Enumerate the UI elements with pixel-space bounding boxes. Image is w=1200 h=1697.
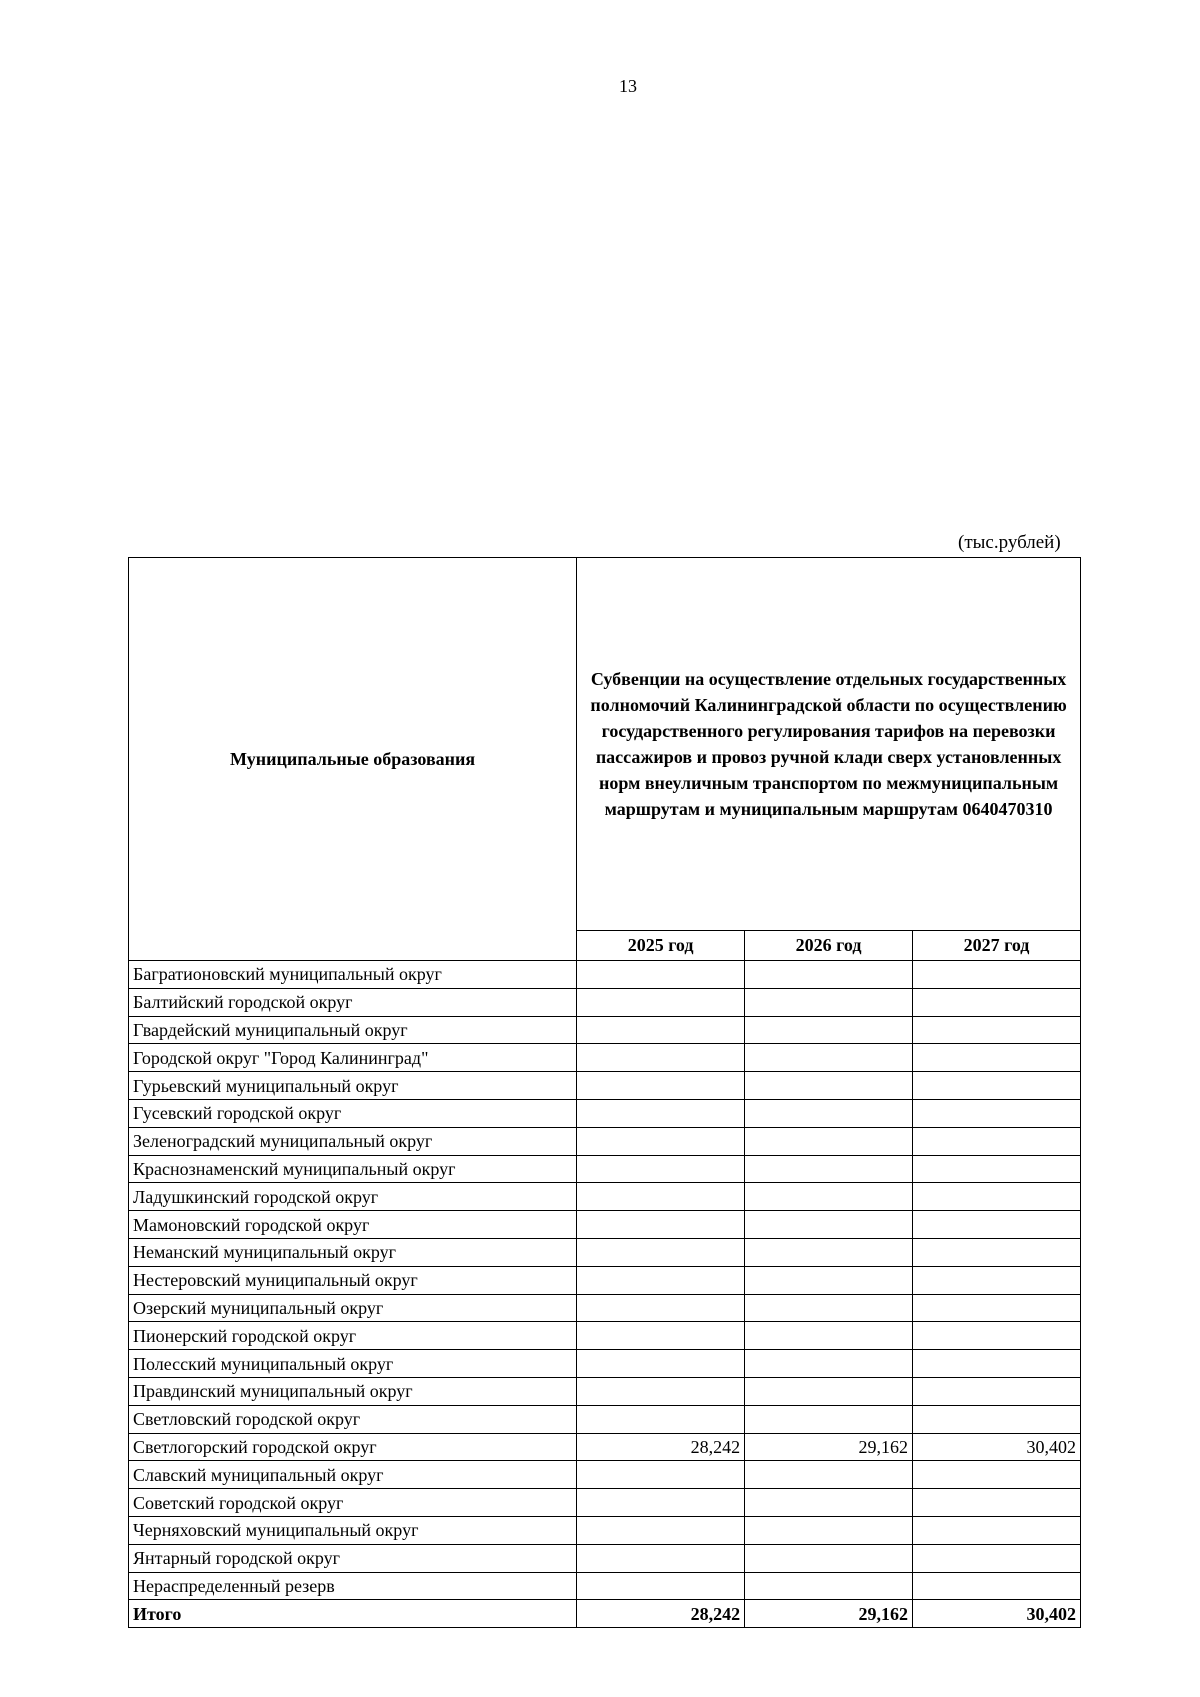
value-2025 — [577, 1405, 745, 1433]
header-subsidy-description: Субвенции на осуществление отдельных государственных полномочий Калининградской области по осуществлению государственного регулирования тарифов на перевозки пассажиров и провоз ручной клади сверх установленных норм внеуличным транспортом по межмуниципальным маршрутам и муниципальным маршрутам 0640470310 — [577, 558, 1081, 931]
municipality-name: Багратионовский муниципальный округ — [129, 961, 577, 989]
value-2025 — [577, 988, 745, 1016]
value-2026 — [745, 1044, 913, 1072]
municipality-name: Краснознаменский муниципальный округ — [129, 1155, 577, 1183]
total-row — [129, 1600, 1081, 1628]
municipality-name: Мамоновский городской округ — [129, 1211, 577, 1239]
table-row — [129, 1377, 1081, 1405]
value-2027 — [913, 1572, 1081, 1600]
table-row — [129, 1544, 1081, 1572]
value-2026 — [745, 1127, 913, 1155]
subsidy-table — [128, 557, 1081, 1628]
table-row — [129, 988, 1081, 1016]
municipality-name: Нераспределенный резерв — [129, 1572, 577, 1600]
municipality-name: Славский муниципальный округ — [129, 1461, 577, 1489]
table-body — [129, 961, 1081, 1628]
value-2026 — [745, 1266, 913, 1294]
table-row — [129, 1516, 1081, 1544]
total-2025: 28,242 — [577, 1600, 745, 1628]
value-2025 — [577, 1238, 745, 1266]
value-2027 — [913, 1072, 1081, 1100]
total-2027: 30,402 — [913, 1600, 1081, 1628]
header-municipalities: Муниципальные образования — [129, 558, 577, 961]
municipality-name: Янтарный городской округ — [129, 1544, 577, 1572]
value-2025 — [577, 1350, 745, 1378]
value-2026 — [745, 1572, 913, 1600]
municipality-name: Гурьевский муниципальный округ — [129, 1072, 577, 1100]
value-2025 — [577, 1572, 745, 1600]
municipality-name: Правдинский муниципальный округ — [129, 1377, 577, 1405]
value-2027 — [913, 1155, 1081, 1183]
value-2026 — [745, 1211, 913, 1239]
table-row — [129, 1266, 1081, 1294]
municipality-name: Зеленоградский муниципальный округ — [129, 1127, 577, 1155]
table-row — [129, 1211, 1081, 1239]
value-2026 — [745, 1489, 913, 1517]
value-2027 — [913, 1044, 1081, 1072]
value-2026 — [745, 1072, 913, 1100]
value-2025 — [577, 1294, 745, 1322]
table-row — [129, 1044, 1081, 1072]
value-2026 — [745, 1238, 913, 1266]
header-year-2027: 2027 год — [913, 931, 1081, 961]
municipality-name: Неманский муниципальный округ — [129, 1238, 577, 1266]
value-2026 — [745, 1155, 913, 1183]
page-number: 13 — [619, 76, 637, 96]
value-2025 — [577, 961, 745, 989]
municipality-name: Полесский муниципальный округ — [129, 1350, 577, 1378]
municipality-name: Светловский городской округ — [129, 1405, 577, 1433]
value-2027 — [913, 1461, 1081, 1489]
value-2025 — [577, 1155, 745, 1183]
value-2027 — [913, 1516, 1081, 1544]
total-label: Итого — [129, 1600, 577, 1628]
table-row — [129, 1405, 1081, 1433]
value-2027: 30,402 — [913, 1433, 1081, 1461]
table-row — [129, 1127, 1081, 1155]
value-2027 — [913, 1544, 1081, 1572]
value-2025 — [577, 1016, 745, 1044]
value-2025 — [577, 1377, 745, 1405]
value-2025 — [577, 1266, 745, 1294]
municipality-name: Нестеровский муниципальный округ — [129, 1266, 577, 1294]
municipality-name: Советский городской округ — [129, 1489, 577, 1517]
value-2025 — [577, 1211, 745, 1239]
value-2026 — [745, 1294, 913, 1322]
table-row — [129, 1294, 1081, 1322]
municipality-name: Гвардейский муниципальный округ — [129, 1016, 577, 1044]
total-2026: 29,162 — [745, 1600, 913, 1628]
table-row — [129, 1461, 1081, 1489]
value-2026: 29,162 — [745, 1433, 913, 1461]
value-2027 — [913, 1350, 1081, 1378]
value-2025: 28,242 — [577, 1433, 745, 1461]
table-row — [129, 1489, 1081, 1517]
value-2026 — [745, 1461, 913, 1489]
table-row — [129, 1155, 1081, 1183]
table-row — [129, 1016, 1081, 1044]
municipality-name: Балтийский городской округ — [129, 988, 577, 1016]
value-2025 — [577, 1544, 745, 1572]
value-2026 — [745, 1016, 913, 1044]
value-2026 — [745, 961, 913, 989]
municipality-name: Светлогорский городской округ — [129, 1433, 577, 1461]
value-2026 — [745, 1516, 913, 1544]
table-row — [129, 1183, 1081, 1211]
value-2025 — [577, 1461, 745, 1489]
value-2026 — [745, 1350, 913, 1378]
table-row — [129, 961, 1081, 989]
value-2026 — [745, 1322, 913, 1350]
value-2027 — [913, 1322, 1081, 1350]
table-row — [129, 1238, 1081, 1266]
value-2027 — [913, 1489, 1081, 1517]
value-2026 — [745, 1377, 913, 1405]
value-2027 — [913, 961, 1081, 989]
header-year-2026: 2026 год — [745, 931, 913, 961]
table-row — [129, 1350, 1081, 1378]
value-2026 — [745, 1544, 913, 1572]
value-2027 — [913, 1238, 1081, 1266]
municipality-name: Озерский муниципальный округ — [129, 1294, 577, 1322]
table-row — [129, 1572, 1081, 1600]
value-2025 — [577, 1099, 745, 1127]
value-2026 — [745, 1183, 913, 1211]
table-row — [129, 1099, 1081, 1127]
value-2025 — [577, 1516, 745, 1544]
table-row — [129, 1072, 1081, 1100]
value-2027 — [913, 1211, 1081, 1239]
municipality-name: Городской округ "Город Калининград" — [129, 1044, 577, 1072]
table-row — [129, 1433, 1081, 1461]
value-2025 — [577, 1322, 745, 1350]
value-2026 — [745, 988, 913, 1016]
municipality-name: Пионерский городской округ — [129, 1322, 577, 1350]
value-2027 — [913, 1294, 1081, 1322]
value-2027 — [913, 1016, 1081, 1044]
value-2025 — [577, 1127, 745, 1155]
value-2027 — [913, 1405, 1081, 1433]
units-label: (тыс.рублей) — [958, 532, 1061, 553]
value-2025 — [577, 1489, 745, 1517]
value-2025 — [577, 1072, 745, 1100]
municipality-name: Ладушкинский городской округ — [129, 1183, 577, 1211]
table-row — [129, 1322, 1081, 1350]
value-2027 — [913, 1183, 1081, 1211]
value-2026 — [745, 1405, 913, 1433]
municipality-name: Гусевский городской округ — [129, 1099, 577, 1127]
value-2027 — [913, 1266, 1081, 1294]
value-2027 — [913, 1099, 1081, 1127]
value-2027 — [913, 988, 1081, 1016]
value-2026 — [745, 1099, 913, 1127]
value-2027 — [913, 1377, 1081, 1405]
header-year-2025: 2025 год — [577, 931, 745, 961]
value-2027 — [913, 1127, 1081, 1155]
value-2025 — [577, 1183, 745, 1211]
value-2025 — [577, 1044, 745, 1072]
municipality-name: Черняховский муниципальный округ — [129, 1516, 577, 1544]
